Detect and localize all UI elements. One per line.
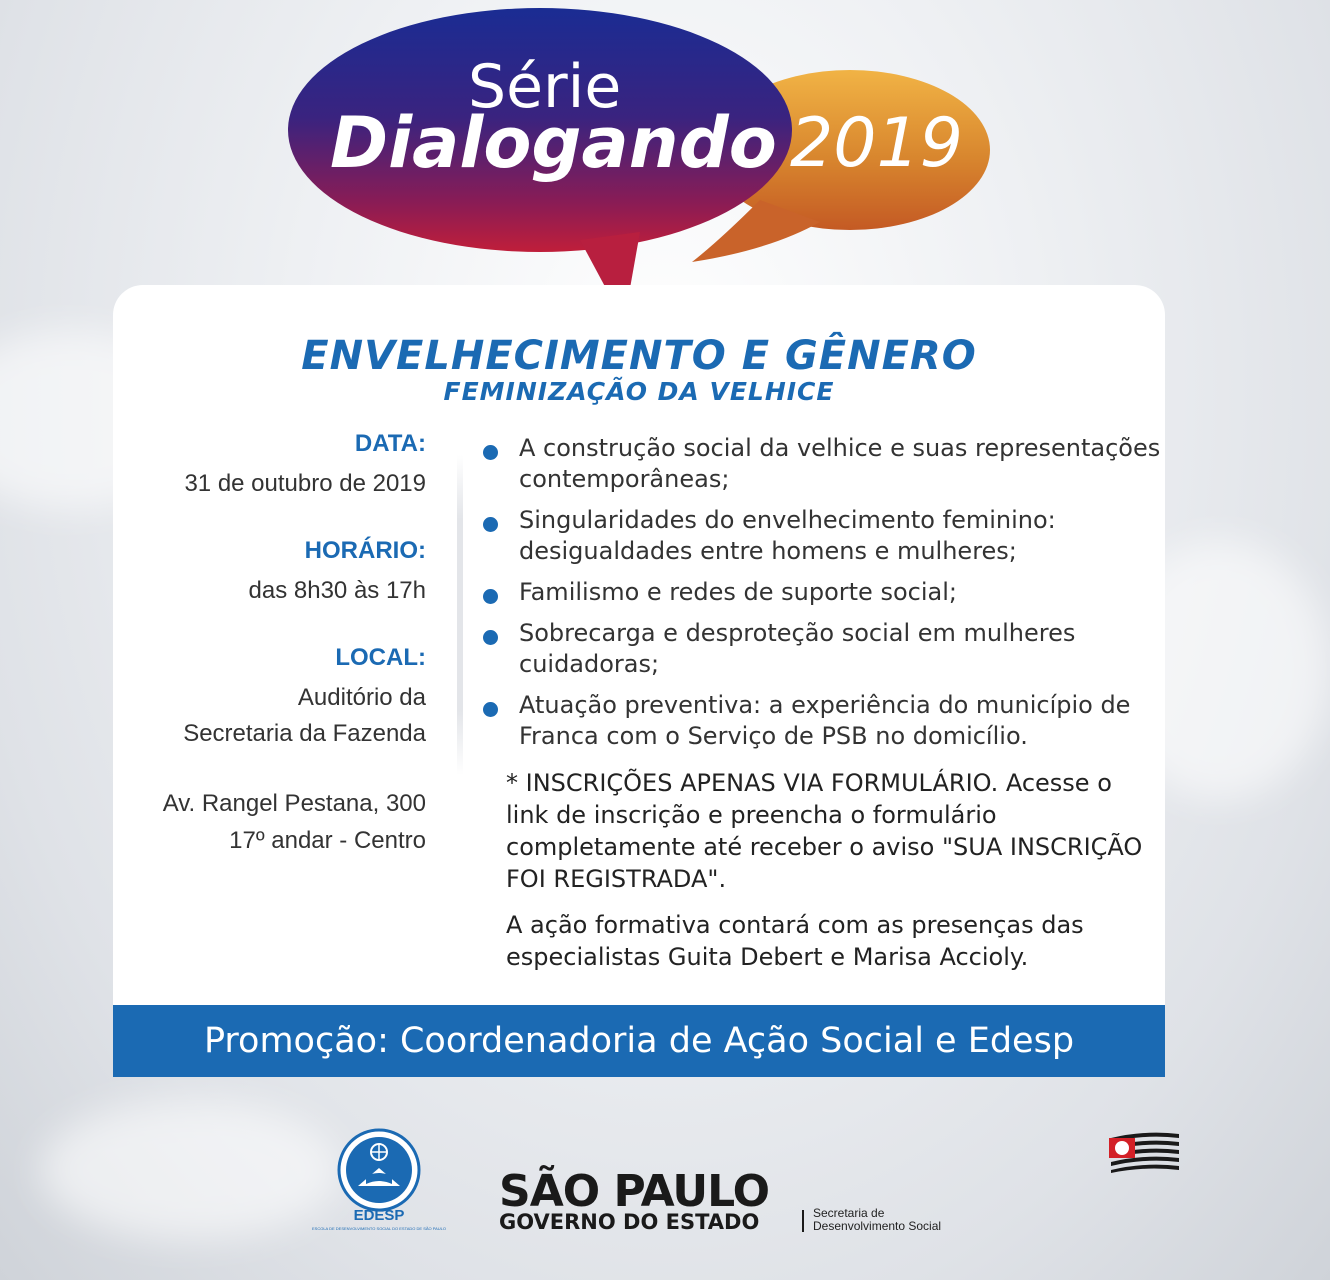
place-line-2: Secretaria da Fazenda <box>183 720 426 747</box>
sao-paulo-wordmark: SÃO PAULO <box>499 1166 769 1217</box>
topic-item <box>478 433 1168 495</box>
sao-paulo-government-logo <box>497 1128 977 1238</box>
secretaria-line-2: Desenvolvimento Social <box>813 1219 942 1233</box>
place-label: LOCAL: <box>335 644 426 671</box>
bullet-icon <box>483 589 498 604</box>
edesp-logo <box>311 1128 447 1240</box>
topic-item <box>478 690 1168 752</box>
edesp-caption: ESCOLA DE DESENVOLVIMENTO SOCIAL DO ESTADO DE SÃO PAULO <box>311 1226 447 1231</box>
speakers-text: A ação formativa contará com as presenças das especialistas Guita Debert e Marisa Accioly. <box>506 911 1084 971</box>
background-texture <box>40 1100 340 1240</box>
event-card <box>113 285 1165 1077</box>
column-divider <box>457 455 463 775</box>
topic-text: Familismo e redes de suporte social; <box>519 578 957 606</box>
topic-item <box>478 505 1168 567</box>
topic-item <box>478 618 1168 680</box>
secretaria-line-1: Secretaria de <box>813 1206 885 1220</box>
topic-item <box>478 577 1168 608</box>
sao-paulo-flag-icon <box>1105 1128 1181 1173</box>
bullet-icon <box>483 630 498 645</box>
event-subtitle: FEMINIZAÇÃO DA VELHICE <box>443 377 835 406</box>
series-label: Série <box>468 52 622 122</box>
registration-notice <box>506 767 1156 987</box>
time-label: HORÁRIO: <box>304 537 426 564</box>
promotion-text: Promoção: Coordenadoria de Ação Social e Edesp <box>203 1021 1075 1061</box>
edesp-wordmark: EDESP <box>353 1207 405 1224</box>
bullet-icon <box>483 702 498 717</box>
topic-text: A construção social da velhice e suas representações contemporâneas; <box>519 434 1161 493</box>
series-year: 2019 <box>790 104 964 183</box>
event-title: ENVELHECIMENTO E GÊNERO <box>301 333 977 379</box>
time-value: das 8h30 às 17h <box>248 577 426 604</box>
promotion-bar <box>113 1005 1165 1077</box>
topics-list <box>478 433 1168 762</box>
logo-separator <box>802 1210 804 1232</box>
topic-text: Singularidades do envelhecimento feminino: desigualdades entre homens e mulheres; <box>519 506 1056 565</box>
topic-text: Atuação preventiva: a experiência do município de Franca com o Serviço de PSB no domicílio. <box>519 691 1131 750</box>
governo-do-estado-wordmark: GOVERNO DO ESTADO <box>499 1210 760 1234</box>
registration-text: * INSCRIÇÕES APENAS VIA FORMULÁRIO. Acesse o link de inscrição e preencha o formulário completamente até receber o aviso "SUA INSCRIÇÃO FOI REGISTRADA". <box>506 769 1143 893</box>
address-line-2: 17º andar - Centro <box>229 827 426 854</box>
date-value: 31 de outubro de 2019 <box>184 470 426 497</box>
address-line-1: Av. Rangel Pestana, 300 <box>162 790 426 817</box>
place-line-1: Auditório da <box>297 684 426 711</box>
topic-text: Sobrecarga e desproteção social em mulheres cuidadoras; <box>519 619 1076 678</box>
bullet-icon <box>483 445 498 460</box>
date-label: DATA: <box>354 430 426 457</box>
bullet-icon <box>483 517 498 532</box>
series-name: Dialogando <box>330 102 777 184</box>
